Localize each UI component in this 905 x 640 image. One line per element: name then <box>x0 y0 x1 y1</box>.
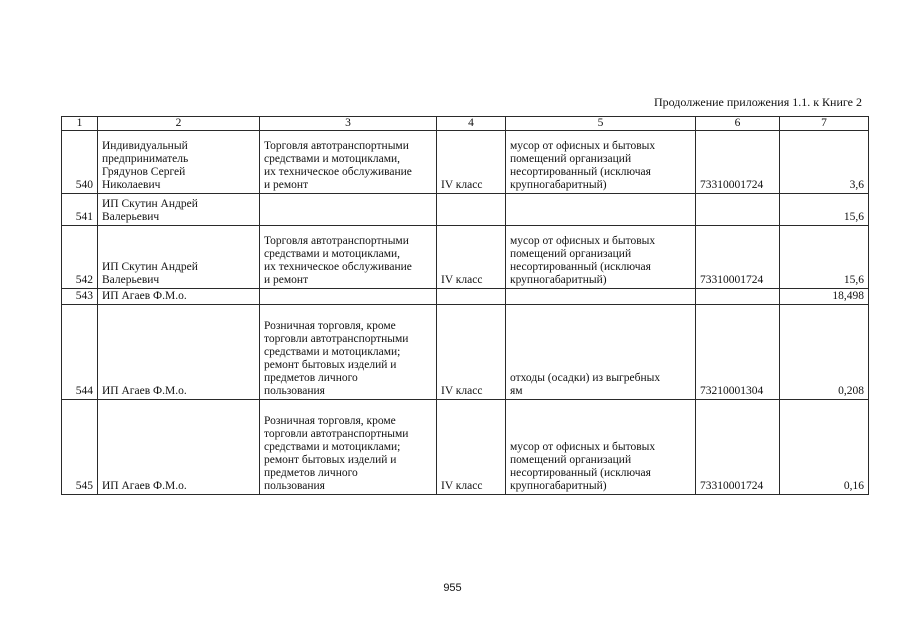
waste-code-cell <box>696 194 780 226</box>
activity-cell: Торговля автотранспортными средствами и мотоциклами, их техническое обслуживание и ремонт <box>260 131 437 194</box>
row-number-cell: 541 <box>62 194 98 226</box>
activity-cell: Розничная торговля, кроме торговли автотранспортными средствами и мотоциклами; ремонт бытовых изделий и предметов личного пользования <box>260 400 437 495</box>
organization-cell: ИП Агаев Ф.М.о. <box>98 289 260 305</box>
waste-code-cell <box>696 289 780 305</box>
column-number: 4 <box>437 117 506 131</box>
amount-cell: 18,498 <box>780 289 869 305</box>
hazard-class-cell: IV класс <box>437 131 506 194</box>
table-row <box>62 194 869 226</box>
row-number-cell: 540 <box>62 131 98 194</box>
table-caption: Продолжение приложения 1.1. к Книге 2 <box>653 95 862 109</box>
organization-cell: ИП Агаев Ф.М.о. <box>98 400 260 495</box>
waste-type-cell: отходы (осадки) из выгребных ям <box>506 305 696 400</box>
hazard-class-cell: IV класс <box>437 226 506 289</box>
organization-cell: ИП Скутин Андрей Валерьевич <box>98 226 260 289</box>
organization-cell: Индивидуальный предприниматель Грядунов Сергей Николаевич <box>98 131 260 194</box>
waste-type-cell <box>506 289 696 305</box>
waste-type-cell: мусор от офисных и бытовых помещений организаций несортированный (исключая крупногабаритный) <box>506 226 696 289</box>
organization-cell: ИП Скутин Андрей Валерьевич <box>98 194 260 226</box>
amount-cell: 3,6 <box>780 131 869 194</box>
amount-cell: 15,6 <box>780 194 869 226</box>
amount-cell: 0,208 <box>780 305 869 400</box>
column-number-row <box>62 117 869 131</box>
column-number: 3 <box>260 117 437 131</box>
hazard-class-cell: IV класс <box>437 400 506 495</box>
row-number-cell: 545 <box>62 400 98 495</box>
activity-cell: Розничная торговля, кроме торговли автотранспортными средствами и мотоциклами; ремонт бытовых изделий и предметов личного пользования <box>260 305 437 400</box>
row-number-cell: 542 <box>62 226 98 289</box>
registry-table <box>61 116 869 495</box>
waste-code-cell: 73310001724 <box>696 400 780 495</box>
hazard-class-cell <box>437 289 506 305</box>
column-number: 6 <box>696 117 780 131</box>
column-number: 7 <box>780 117 869 131</box>
hazard-class-cell <box>437 194 506 226</box>
table-row <box>62 226 869 289</box>
row-number-cell: 544 <box>62 305 98 400</box>
column-number: 1 <box>62 117 98 131</box>
amount-cell: 0,16 <box>780 400 869 495</box>
column-number: 5 <box>506 117 696 131</box>
activity-cell <box>260 194 437 226</box>
amount-cell: 15,6 <box>780 226 869 289</box>
waste-code-cell: 73310001724 <box>696 131 780 194</box>
waste-code-cell: 73310001724 <box>696 226 780 289</box>
table-row <box>62 131 869 194</box>
page-number: 955 <box>443 582 462 594</box>
waste-type-cell: мусор от офисных и бытовых помещений организаций несортированный (исключая крупногабаритный) <box>506 131 696 194</box>
table-row <box>62 305 869 400</box>
row-number-cell: 543 <box>62 289 98 305</box>
activity-cell: Торговля автотранспортными средствами и мотоциклами, их техническое обслуживание и ремонт <box>260 226 437 289</box>
table-row <box>62 289 869 305</box>
activity-cell <box>260 289 437 305</box>
column-number: 2 <box>98 117 260 131</box>
waste-type-cell: мусор от офисных и бытовых помещений организаций несортированный (исключая крупногабаритный) <box>506 400 696 495</box>
organization-cell: ИП Агаев Ф.М.о. <box>98 305 260 400</box>
table-row <box>62 400 869 495</box>
waste-type-cell <box>506 194 696 226</box>
hazard-class-cell: IV класс <box>437 305 506 400</box>
waste-code-cell: 73210001304 <box>696 305 780 400</box>
